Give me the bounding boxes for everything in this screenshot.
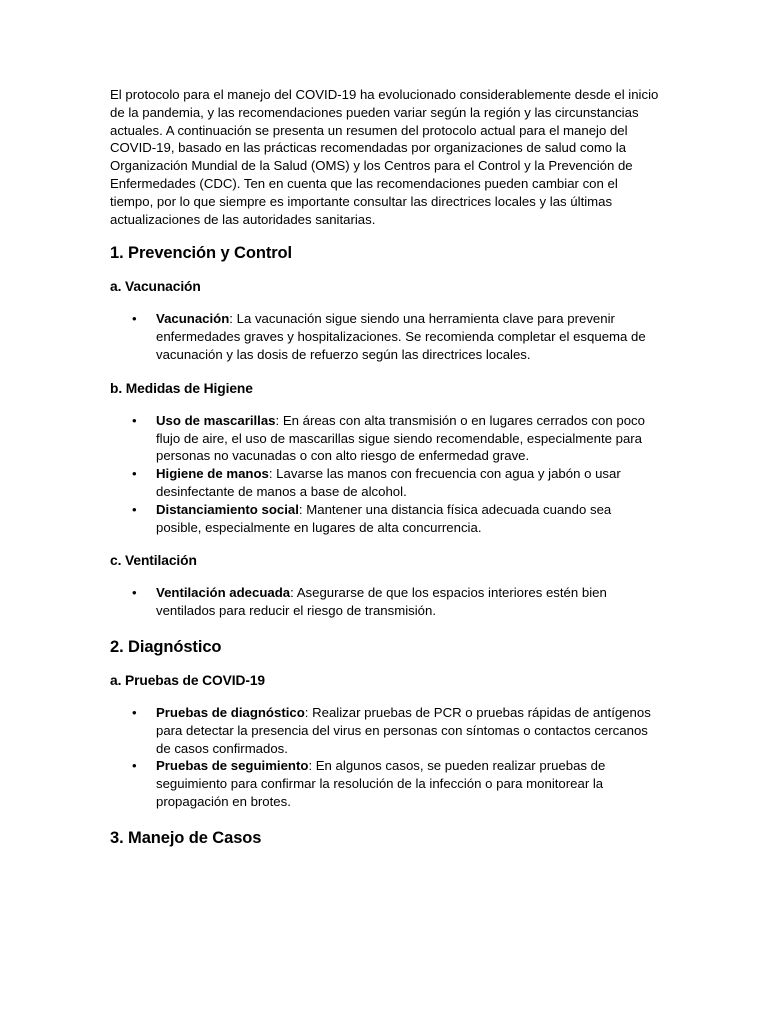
document-page (110, 86, 660, 863)
list-item (156, 465, 660, 501)
section-heading: 3. Manejo de Casos (110, 828, 262, 847)
bullet-list (110, 310, 660, 363)
item-text: : La vacunación sigue siendo una herramienta clave para prevenir enfermedades graves y hospitalizaciones. Se recomienda completar el esquema de vacunación y las dosis de refuerzo según las directrices locales. (156, 311, 646, 362)
item-text: : En áreas con alta transmisión o en lugares cerrados con poco flujo de aire, el uso de mascarillas sigue siendo recomendable, especialmente para personas no vacunadas o con alto riesgo de enfermedad grave. (156, 412, 645, 464)
bullet-list (110, 704, 660, 811)
list-item (156, 412, 660, 465)
list-item (156, 704, 660, 757)
list-item (156, 501, 660, 537)
item-term: Ventilación adecuada (156, 585, 291, 601)
item-term: Pruebas de diagnóstico (156, 704, 305, 720)
list-item (156, 584, 660, 620)
bullet-list (110, 584, 660, 620)
list-item (156, 310, 660, 363)
bullet-list (110, 412, 660, 537)
item-text: : Mantener una distancia física adecuada cuando sea posible, especialmente en lugares de alta concurrencia. (156, 501, 612, 535)
item-term: Distanciamiento social (156, 501, 299, 517)
item-text: : Asegurarse de que los espacios interiores estén bien ventilados para reducir el riesgo de transmisión. (156, 585, 607, 619)
item-term: Vacunación (156, 311, 230, 327)
item-term: Uso de mascarillas (156, 412, 276, 428)
item-term: Pruebas de seguimiento (156, 758, 309, 774)
intro-paragraph: El protocolo para el manejo del COVID-19 ha evolucionado considerablemente desde el inicio de la pandemia, y las recomendaciones pueden variar según la región y las circunstancias actuales. A continuación se presenta un resumen del protocolo actual para el manejo del COVID-19, basado en las prácticas recomendadas por organizaciones de salud como la Organización Mundial de la Salud (OMS) y los Centros para el Control y la Prevención de Enfermedades (CDC). Ten en cuenta que las recomendaciones pueden cambiar con el tiempo, por lo que siempre es importante consultar las directrices locales y las últimas actualizaciones de las autoridades sanitarias. (110, 87, 659, 227)
subsection-heading: a. Pruebas de COVID-19 (110, 672, 265, 688)
list-item (156, 757, 660, 810)
item-text: : Lavarse las manos con frecuencia con agua y jabón o usar desinfectante de manos a base de alcohol. (156, 466, 621, 499)
item-text: : En algunos casos, se pueden realizar pruebas de seguimiento para confirmar la resolución de la infección o para monitorear la propagación en brotes. (156, 758, 606, 809)
section-heading: 2. Diagnóstico (110, 637, 222, 656)
item-text: : Realizar pruebas de PCR o pruebas rápidas de antígenos para detectar la presencia del virus en personas con síntomas o contactos cercanos de casos confirmados. (156, 704, 651, 756)
item-term: Higiene de manos (156, 466, 269, 482)
subsection-heading: b. Medidas de Higiene (110, 380, 253, 396)
section-heading: 1. Prevención y Control (110, 244, 292, 263)
subsection-heading: a. Vacunación (110, 279, 201, 295)
subsection-heading: c. Ventilación (110, 553, 197, 569)
